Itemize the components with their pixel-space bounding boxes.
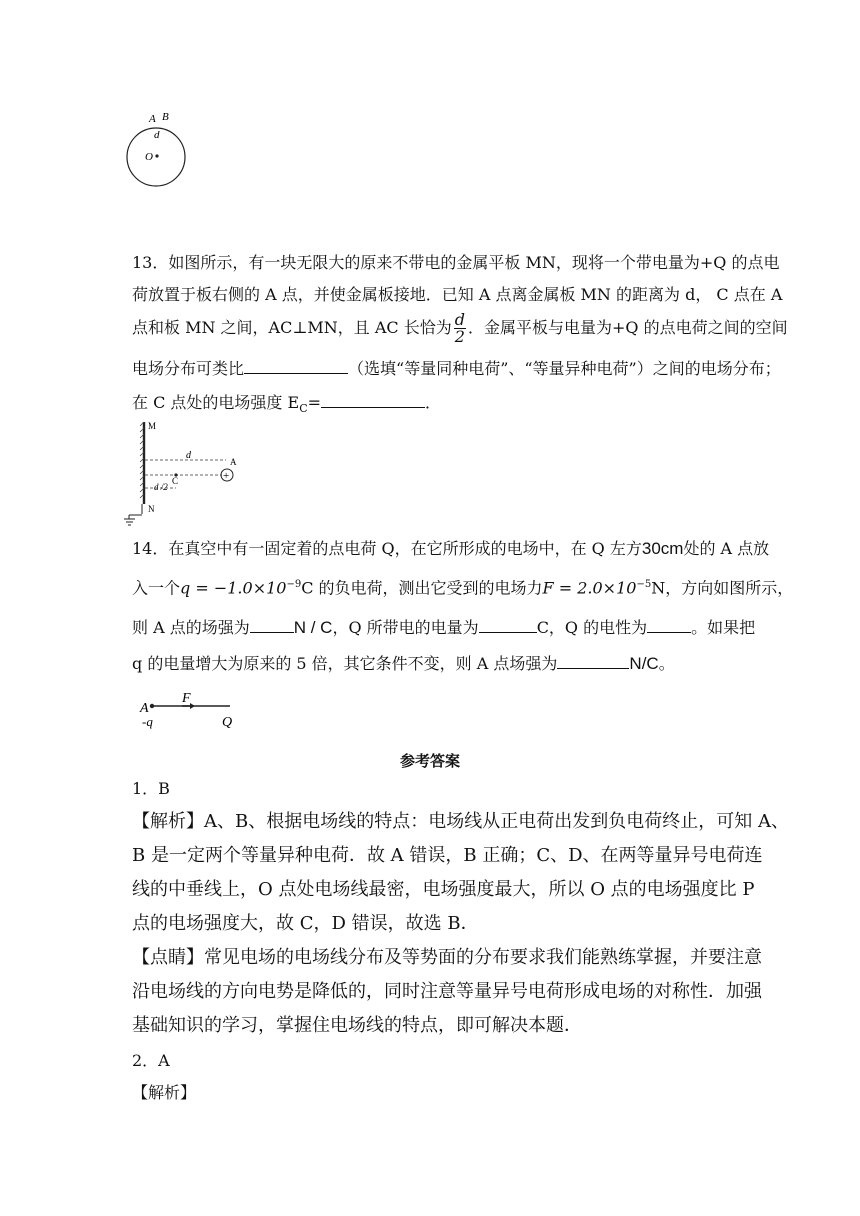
q14-line2-post: ，方向如图所示， [665, 578, 794, 598]
answer-blank-5[interactable] [647, 616, 691, 633]
q14-force-exp: −5 [636, 579, 652, 590]
q14-line2 [132, 574, 793, 599]
q13-line5-pre: 在 C 点处的电场强度 E [132, 393, 300, 412]
answer-1-analysis-l2: B 是一定两个等量异种电荷．故 A 错误，B 正确；C、D、在两等量异号电荷连 [132, 845, 763, 866]
q13-line2: 荷放置于板右侧的 A 点，并使金属板接地．已知 A 点离金属板 MN 的距离为 d， C 点在 A [132, 285, 783, 304]
force-label-f: F [182, 691, 191, 706]
q13-line3-pre: 点和板 MN 之间，AC⊥MN，且 AC 长恰为 [132, 318, 452, 337]
q14-charge-expr: q = −1.0×10 [180, 578, 287, 598]
force-label-a: A [140, 701, 149, 716]
answer-1-analysis-l3: 线的中垂线上，O 点处电场线最密，电场强度最大，所以 O 点的电场强度比 P [132, 879, 755, 900]
q13-equals: = [307, 393, 322, 412]
answers-title-row [0, 750, 860, 771]
dimension-label-d: d [186, 450, 191, 461]
q14-unit-nc: N / C [293, 618, 333, 637]
answer-1-comment-l2: 沿电场线的方向电势是降低的，同时注意等量异号电荷形成电场的对称性．加强 [132, 981, 762, 1002]
answer-1-comment-l3: 基础知识的学习，掌握住电场线的特点，即可解决本题． [132, 1015, 582, 1036]
circle-label-o: O [145, 151, 153, 163]
answer-1: 1．B [132, 779, 170, 798]
q13-line3 [132, 312, 788, 345]
q13-line5 [132, 391, 441, 420]
plate-label-n: N [148, 504, 155, 514]
fraction-d-over-2 [454, 312, 466, 345]
answer-1-analysis-l1: 【解析】A、B、根据电场线的特点：电场线从正电荷出发到负电荷终止，可知 A、 [132, 811, 789, 832]
q14-line4-pre: q 的电量增大为原来的 5 倍，其它条件不变，则 A 点场强为 [132, 654, 558, 673]
charge-plus-sign: + [223, 470, 230, 482]
q14-force-expr: F = 2.0×10 [542, 578, 637, 598]
q14-force-unit: N [651, 578, 666, 598]
q13-line1: 13．如图所示，有一块无限大的原来不带电的金属平板 MN，现将一个带电量为+Q 的点电 [132, 253, 780, 272]
q14-distance: 30cm [641, 539, 684, 558]
q13-line3-post: ．金属平板与电量为+Q 的点电荷之间的空间 [468, 318, 788, 337]
q14-line3-mid2: C，Q 的电性为 [536, 618, 648, 637]
q14-charge-unit: C [301, 578, 314, 598]
answer-blank-3[interactable] [250, 616, 294, 633]
plate-label-a: A [230, 457, 237, 467]
q14-line2-pre: 入一个 [132, 578, 181, 598]
fraction-denominator: 2 [454, 327, 465, 346]
q14-line1-post: 处的 A 点放 [683, 539, 770, 558]
q14-line1-pre: 14．在真空中有一固定着的点电荷 Q，在它所形成的电场中，在 Q 左方 [132, 539, 642, 558]
answers-title: 参考答案 [399, 752, 460, 770]
dimension-label-d2: d /2 [154, 482, 168, 492]
q14-line2-mid: 的负电荷，测出它受到的电场力 [313, 578, 543, 598]
force-arrow-head [190, 703, 195, 709]
q13-subscript-c: C [299, 402, 308, 416]
q14-line3-pre: 则 A 点的场强为 [132, 618, 250, 637]
q14-line4-post: 。 [658, 654, 675, 673]
answer-1-analysis-l4: 点的电场强度大，故 C，D 错误，故选 B． [132, 913, 479, 934]
q13-line4 [132, 357, 781, 380]
q14-line4 [132, 652, 675, 675]
answer-1-comment-l1: 【点睛】常见电场的电场线分布及等势面的分布要求我们能熟练掌握，并要注意 [132, 947, 762, 968]
force-figure [138, 688, 248, 732]
plate-label-c: C [172, 476, 179, 486]
q14-line3-mid1: ，Q 所带电的电量为 [332, 618, 479, 637]
q14-charge-exp: −9 [286, 579, 302, 590]
answer-blank-1[interactable] [244, 357, 348, 374]
answer-blank-2[interactable] [321, 391, 425, 408]
answer-2-analysis: 【解析】 [132, 1083, 197, 1102]
fraction-numerator: d [454, 310, 466, 329]
q14-line3-post: 。如果把 [691, 618, 756, 637]
answer-blank-6[interactable] [557, 652, 629, 669]
force-label-minus-q: -q [142, 714, 153, 729]
circle-label-a: A [149, 113, 156, 125]
q14-line1 [132, 538, 769, 560]
q14-line3 [132, 616, 755, 639]
circle-label-b: B [162, 111, 169, 123]
plate-figure [124, 418, 244, 528]
q14-line4-unit: N/C [629, 654, 659, 673]
circle-label-d: d [154, 129, 160, 141]
answer-blank-4[interactable] [479, 616, 537, 633]
circle-figure [126, 108, 196, 190]
circle-center-dot [155, 154, 158, 157]
q13-line4-pre: 电场分布可类比 [132, 359, 245, 378]
force-label-q: Q [222, 715, 233, 730]
q13-line5-end: ． [425, 393, 442, 412]
plate-label-m: M [148, 421, 157, 431]
answer-2: 2．A [132, 1051, 170, 1070]
q13-line4-post: （选填“等量同种电荷”、“等量异种电荷”）之间的电场分布； [348, 359, 781, 378]
charge-a-dot [150, 704, 154, 708]
